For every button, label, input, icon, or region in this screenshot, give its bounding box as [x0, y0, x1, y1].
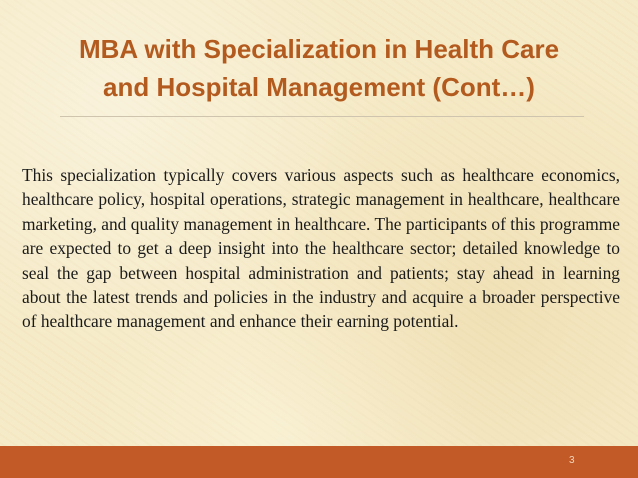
slide-body-text: This specialization typically covers various aspects such as healthcare economics, healthcare policy, hospital operations, strategic management in healthcare, healthcare marketing, and quality management in healthcare. The participants of this programme are expected to get a deep insight into the healthcare sector; detailed knowledge to seal the gap between hospital administration and patients; stay ahead in learning about the latest trends and policies in the industry and acquire a broader perspective of healthcare management and enhance their earning potential.	[22, 165, 620, 332]
slide-title-line-2: and Hospital Management (Cont…)	[103, 72, 535, 102]
slide-title	[20, 30, 618, 106]
title-divider	[60, 116, 584, 117]
page-number: 3	[569, 455, 575, 466]
footer-bar	[0, 446, 638, 478]
slide-title-line-1: MBA with Specialization in Health Care	[78, 34, 560, 64]
